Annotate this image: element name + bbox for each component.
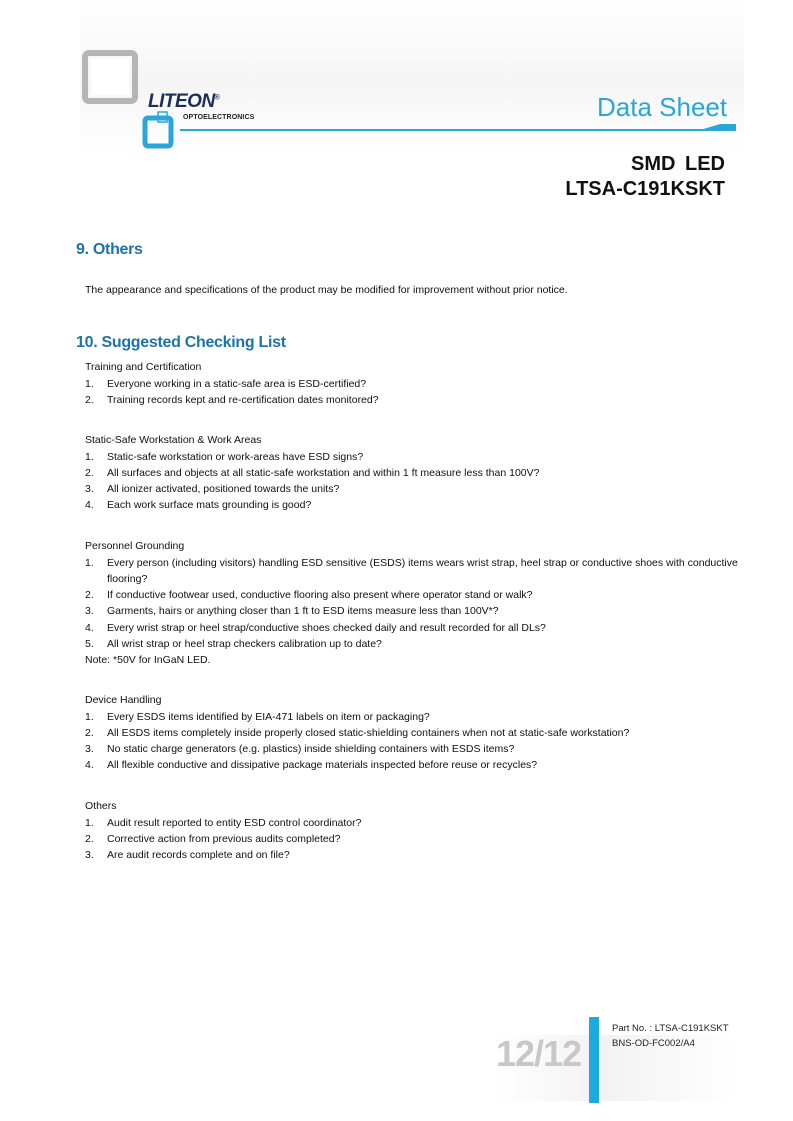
- list-item: 2. All ESDS items completely inside properly closed static-shielding containers when not at static-safe workstation?: [85, 726, 630, 739]
- datasheet-title: Data Sheet: [597, 92, 728, 122]
- footer-doc-number: BNS-OD-FC002/A4: [612, 1038, 695, 1049]
- checklist: [85, 709, 757, 774]
- section-9-text: The appearance and specifications of the product may be modified for improvement without prior notice.: [85, 284, 568, 296]
- list-item: 1. Audit result reported to entity ESD control coordinator?: [85, 816, 362, 829]
- group-title: Static-Safe Workstation & Work Areas: [85, 434, 262, 446]
- list-item: 5. All wrist strap or heel strap checkers calibration up to date?: [85, 637, 382, 650]
- section-10-title: 10. Suggested Checking List: [76, 334, 286, 351]
- group-title: Device Handling: [85, 694, 162, 706]
- checklist: [85, 449, 757, 514]
- list-item: 4. All flexible conductive and dissipative package materials inspected before reuse or recycles?: [85, 759, 538, 772]
- list-item: 4. Each work surface mats grounding is good?: [85, 499, 312, 512]
- group-title: Personnel Grounding: [85, 540, 185, 552]
- list-item: 3. Are audit records complete and on file?: [85, 849, 290, 862]
- checklist: [85, 555, 757, 653]
- list-item: 1. Every ESDS items identified by EIA-471 labels on item or packaging?: [85, 710, 430, 723]
- header-rule: [180, 124, 736, 136]
- list-item: 2. Corrective action from previous audits completed?: [85, 832, 341, 845]
- checklist: [85, 815, 757, 864]
- list-item: 2. If conductive footwear used, conductive flooring also present where operator stand or walk?: [85, 589, 533, 602]
- product-type: SMD LED: [631, 153, 725, 175]
- list-item: 3. All ionizer activated, positioned towards the units?: [85, 483, 340, 496]
- section-9-title: 9. Others: [76, 241, 143, 258]
- group-note: Note: *50V for InGaN LED.: [85, 654, 211, 667]
- group-title: Training and Certification: [85, 361, 202, 373]
- group-title: Others: [85, 800, 117, 812]
- list-item: 1. Every person (including visitors) handling ESD sensitive (ESDS) items wears wrist strap, heel strap or conductive shoes with conductive flooring?: [85, 556, 738, 585]
- brand-division: OPTOELECTRONICS: [183, 114, 255, 121]
- footer-part-number: Part No. : LTSA-C191KSKT: [612, 1023, 729, 1034]
- list-item: 2. All surfaces and objects at all static-safe workstation and within 1 ft measure less than 100V?: [85, 466, 540, 479]
- page-number: 12/12: [496, 1033, 582, 1074]
- list-item: 1. Everyone working in a static-safe area is ESD-certified?: [85, 377, 367, 390]
- checklist-group-device-handling: [85, 692, 757, 774]
- footer-accent-bar: [589, 1017, 599, 1103]
- list-item: 3. Garments, hairs or anything closer than 1 ft to ESD items measure less than 100V*?: [85, 605, 499, 618]
- checklist: [85, 376, 757, 409]
- part-number-title: LTSA-C191KSKT: [565, 178, 725, 200]
- brand-wordmark: LITEON®: [148, 91, 220, 112]
- list-item: 1. Static-safe workstation or work-areas have ESD signs?: [85, 450, 364, 463]
- checklist-group-others: [85, 798, 757, 863]
- list-item: 2. Training records kept and re-certification dates monitored?: [85, 393, 379, 406]
- checklist-group-personnel-grounding: [85, 538, 757, 669]
- checklist-group-training: [85, 359, 757, 408]
- list-item: 4. Every wrist strap or heel strap/conductive shoes checked daily and result recorded for all DLs?: [85, 621, 546, 634]
- checklist-group-workstation: [85, 432, 757, 514]
- list-item: 3. No static charge generators (e.g. plastics) inside shielding containers with ESDS items?: [85, 743, 515, 756]
